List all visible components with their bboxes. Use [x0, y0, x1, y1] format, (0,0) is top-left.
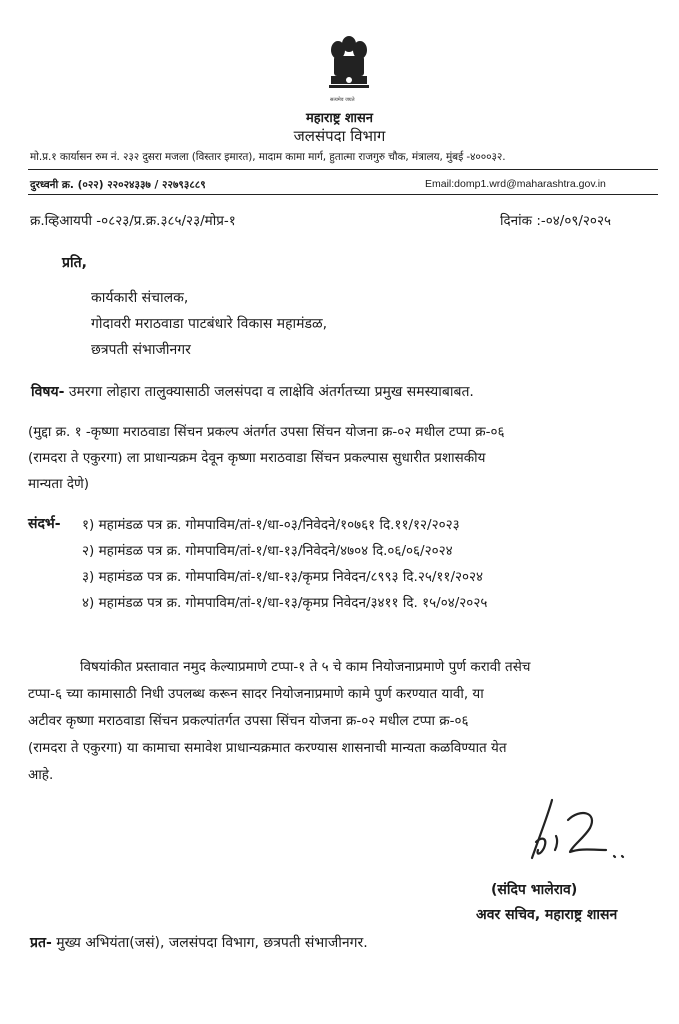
copy-text: मुख्य अभियंता(जसं), जलसंपदा विभाग, छत्रपती संभाजीनगर. [51, 935, 368, 951]
phone-numbers: दुरध्वनी क्र. (०२२) २२०२४३३७ / २२७९३८८९ [30, 179, 206, 191]
body-line: अटीवर कृष्णा मराठवाडा सिंचन प्रकल्पांतर्गत उपसा सिंचन योजना क्र-०२ मधील टप्पा क्र-०६ [28, 713, 469, 729]
office-address: मो.प्र.१ कार्यासन रुम नं. २३२ दुसरा मजला (विस्तार इमारत), मादाम कामा मार्ग, हुतात्मा राजगुरु चौक, मंत्रालय, मुंबई -४०००३२. [30, 151, 506, 163]
header-divider [28, 169, 658, 170]
body-line: (रामदरा ते एकुरगा) या कामाचा समावेश प्राधान्यक्रमात करण्यास शासनाची मान्यता कळविण्यात येत [28, 740, 507, 756]
subject-line [31, 382, 474, 401]
body-line: विषयांकीत प्रस्तावात नमुद केल्याप्रमाणे टप्पा-१ ते ५ चे काम नियोजनाप्रमाणे पुर्ण करावी तसेच [80, 659, 531, 675]
header-divider-bottom [28, 194, 658, 195]
reference-item: २) महामंडळ पत्र क्र. गोमपाविम/तां-१/धा-१३/निवेदने/४७०४ दि.०६/०६/२०२४ [82, 543, 453, 559]
copy-to [30, 933, 368, 952]
government-name: महाराष्ट्र शासन [305, 111, 374, 126]
mudda-line: (रामदरा ते एकुरगा) ला प्राधान्यक्रम देवून कृष्णा मराठवाडा सिंचन प्रकल्पास सुधारीत प्रशासकीय [28, 450, 486, 466]
recipient-line: गोदावरी मराठवाडा पाटबंधारे विकास महामंडळ, [91, 316, 328, 332]
reference-item: ४) महामंडळ पत्र क्र. गोमपाविम/तां-१/धा-१३/कृमप्र निवेदन/३४११ दि. १५/०४/२०२५ [82, 595, 488, 611]
body-line: टप्पा-६ च्या कामासाठी निधी उपलब्ध करून सादर नियोजनाप्रमाणे कामे पुर्ण करण्यात यावी, या [28, 686, 484, 702]
email-address: Email:domp1.wrd@maharashtra.gov.in [425, 178, 606, 190]
copy-label: प्रत- [30, 935, 52, 951]
signatory-name: (संदिप भालेराव) [491, 882, 578, 898]
reference-item: ३) महामंडळ पत्र क्र. गोमपाविम/तां-१/धा-१३/कृमप्र निवेदन/८९९३ दि.२५/११/२०२४ [82, 569, 484, 585]
subject-label: विषय- [31, 384, 65, 400]
salutation: प्रति, [62, 255, 87, 271]
state-emblem-icon [325, 34, 373, 104]
signatory-designation: अवर सचिव, महाराष्ट्र शासन [476, 907, 618, 923]
department-name: जलसंपदा विभाग [293, 127, 386, 145]
references-label: संदर्भ- [28, 516, 61, 532]
signature [524, 790, 634, 870]
subject-text: उमरगा लोहारा तालुक्यासाठी जलसंपदा व लाक्षेवि अंतर्गतच्या प्रमुख समस्याबाबत. [64, 384, 474, 400]
recipient-line: छत्रपती संभाजीनगर [91, 342, 191, 358]
reference-item: १) महामंडळ पत्र क्र. गोमपाविम/तां-१/धा-०३/निवेदने/१०७६१ दि.११/१२/२०२३ [82, 517, 460, 533]
emblem-caption: सत्यमेव जयते [330, 97, 355, 103]
mudda-line: मान्यता देणे) [28, 476, 90, 492]
letter-date: दिनांक :-०४/०९/२०२५ [500, 213, 611, 229]
recipient-line: कार्यकारी संचालक, [91, 290, 189, 306]
reference-number: क्र.व्हिआयपी -०८२३/प्र.क्र.३८५/२३/मोप्र-१ [30, 213, 236, 229]
mudda-line: (मुद्दा क्र. १ -कृष्णा मराठवाडा सिंचन प्रकल्प अंतर्गत उपसा सिंचन योजना क्र-०२ मधील टप्पा क्र-०६ [28, 424, 505, 440]
body-line: आहे. [28, 767, 54, 783]
